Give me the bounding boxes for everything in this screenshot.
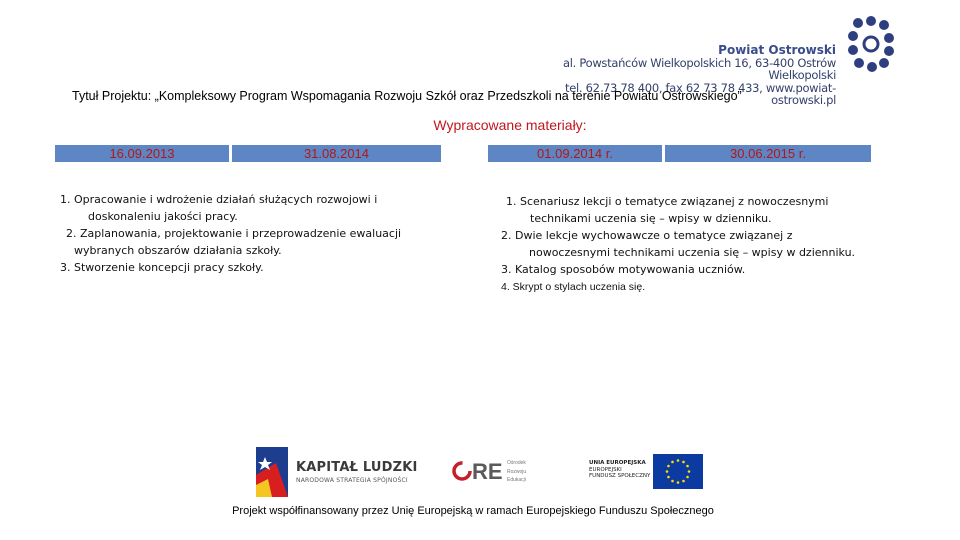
- list-item: 3. Stworzenie koncepcji pracy szkoły.: [60, 261, 264, 274]
- eu-star: [667, 476, 670, 479]
- eu-flag-icon: [653, 454, 703, 489]
- eu-line: FUNDUSZ SPOŁECZNY: [589, 473, 651, 479]
- list-item: technikami uczenia się – wpisy w dzienniku.: [530, 212, 772, 225]
- ore-line: Ośrodek: [507, 460, 526, 466]
- powiat-dots-logo-icon: [846, 16, 896, 76]
- contact-line: tel. 62 73 78 400, fax 62 73 78 433, www.powiat-ostrowski.pl: [565, 80, 836, 107]
- date-end-right: 30.06.2015 r.: [665, 145, 871, 162]
- eu-line: UNIA EUROPEJSKA: [589, 460, 646, 466]
- date-start-left: 16.09.2013: [55, 145, 229, 162]
- eu-star: [686, 465, 689, 468]
- project-title: Tytuł Projektu: „Kompleksowy Program Wspomagania Rozwoju Szkół oraz Przedszkoli na terenie Powiatu Ostrowskiego”: [72, 89, 742, 103]
- materials-list-right: [501, 193, 881, 296]
- ore-line: Edukacji: [507, 477, 526, 483]
- date-end-left: 31.08.2014: [232, 145, 441, 162]
- date-start-right: 01.09.2014 r.: [488, 145, 662, 162]
- eu-star: [666, 470, 669, 473]
- kapital-ludzki-subtitle: NARODOWA STRATEGIA SPÓJNOŚCI: [296, 477, 408, 484]
- eu-star: [667, 465, 670, 468]
- svg-text:RE: RE: [472, 459, 503, 484]
- address-line: al. Powstańców Wielkopolskich 16, 63-400 Ostrów Wielkopolski: [563, 55, 836, 82]
- list-item: 3. Katalog sposobów motywowania uczniów.: [501, 263, 746, 276]
- eu-star: [671, 480, 674, 483]
- org-name: Powiat Ostrowski: [718, 43, 836, 57]
- list-item: 4. Skrypt o stylach uczenia się.: [501, 281, 646, 293]
- eu-star: [686, 476, 689, 479]
- eu-line: EUROPEJSKI: [589, 466, 622, 473]
- list-item: wybranych obszarów działania szkoły.: [74, 244, 282, 257]
- date-bar-right: [488, 145, 871, 162]
- eu-star: [677, 459, 680, 462]
- kapital-ludzki-name: KAPITAŁ LUDZKI: [296, 460, 418, 475]
- materials-heading: Wypracowane materiały:: [433, 117, 587, 133]
- list-item: doskonaleniu jakości pracy.: [88, 210, 238, 223]
- list-item: nowoczesnymi technikami uczenia się – wpisy w dzienniku.: [529, 246, 856, 259]
- eu-star: [682, 480, 685, 483]
- eu-star: [682, 461, 685, 464]
- funding-statement: Projekt współfinansowany przez Unię Europejską w ramach Europejskiego Funduszu Społecznego: [232, 505, 714, 517]
- ore-logo-icon: [452, 456, 506, 486]
- date-bar-left: [55, 145, 441, 162]
- list-item: 1. Scenariusz lekcji o tematyce związanej z nowoczesnymi: [506, 195, 829, 208]
- eu-star: [677, 481, 680, 484]
- list-item: 1. Opracowanie i wdrożenie działań służących rozwojowi i: [60, 193, 378, 206]
- ore-line: Rozwoju: [507, 468, 527, 475]
- ore-text: [507, 459, 526, 485]
- list-item: 2. Dwie lekcje wychowawcze o tematyce związanej z: [501, 229, 793, 242]
- eu-text: [589, 460, 650, 480]
- list-item: 2. Zaplanowania, projektowanie i przeprowadzenie ewaluacji: [66, 227, 402, 240]
- materials-list-left: [60, 191, 432, 276]
- eu-star: [688, 470, 691, 473]
- eu-star: [671, 461, 674, 464]
